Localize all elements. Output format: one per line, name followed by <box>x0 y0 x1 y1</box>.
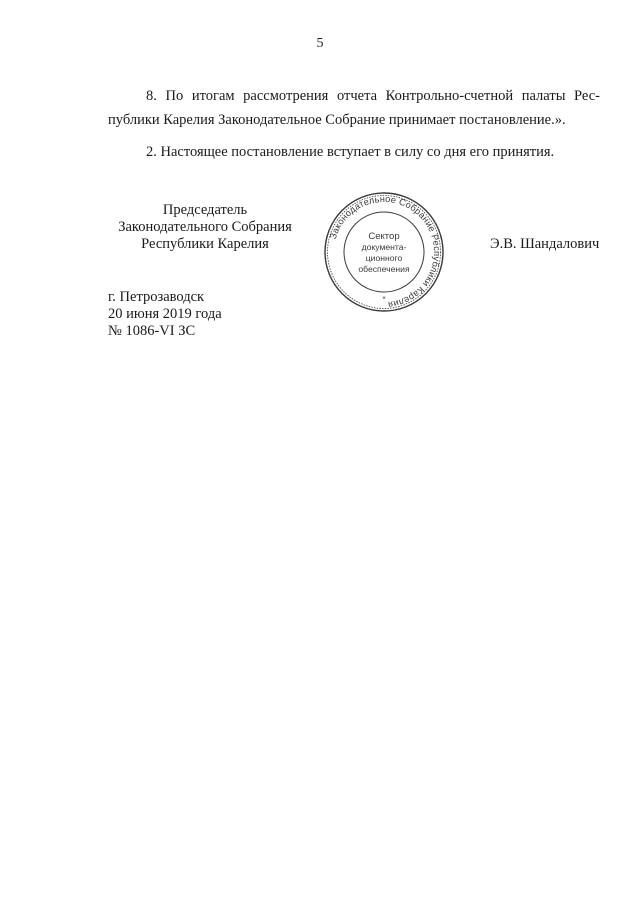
paragraph-2: 2. Настоящее постановление вступает в силу со дня его принятия. <box>146 144 555 160</box>
place-date-number <box>108 289 222 340</box>
signatory-title-line-1: Председатель <box>162 202 248 218</box>
document-date: 20 июня 2019 года <box>108 306 222 322</box>
seal-center-line-4: обеспечения <box>358 264 410 274</box>
seal-star: * <box>382 295 386 303</box>
place-city: г. Петрозаводск <box>108 289 205 305</box>
seal-center-line-2: документа- <box>361 242 407 252</box>
paragraph-8: 8. По итогам рассмотрения отчета Контрольно-счетной палаты Рес-публики Карелия Законодательное Собрание принимает постановление.». <box>108 88 600 128</box>
signatory-title <box>100 202 310 253</box>
official-seal <box>322 190 446 314</box>
page-number: 5 <box>316 36 324 51</box>
seal-outer-ring <box>325 193 443 311</box>
signatory-name: Э.В. Шандалович <box>490 236 600 252</box>
signatory-title-line-3: Республики Карелия <box>141 236 269 252</box>
seal-center-line-3: ционного <box>365 253 403 263</box>
seal-center-line-1: Сектор <box>368 231 400 242</box>
seal-inner-ring <box>344 212 424 292</box>
seal-ring-text: Законодательное Собрание Республики Карелия <box>327 193 443 310</box>
signatory-title-line-2: Законодательного Собрания <box>118 219 292 235</box>
document-number: № 1086-VI ЗС <box>108 323 196 339</box>
